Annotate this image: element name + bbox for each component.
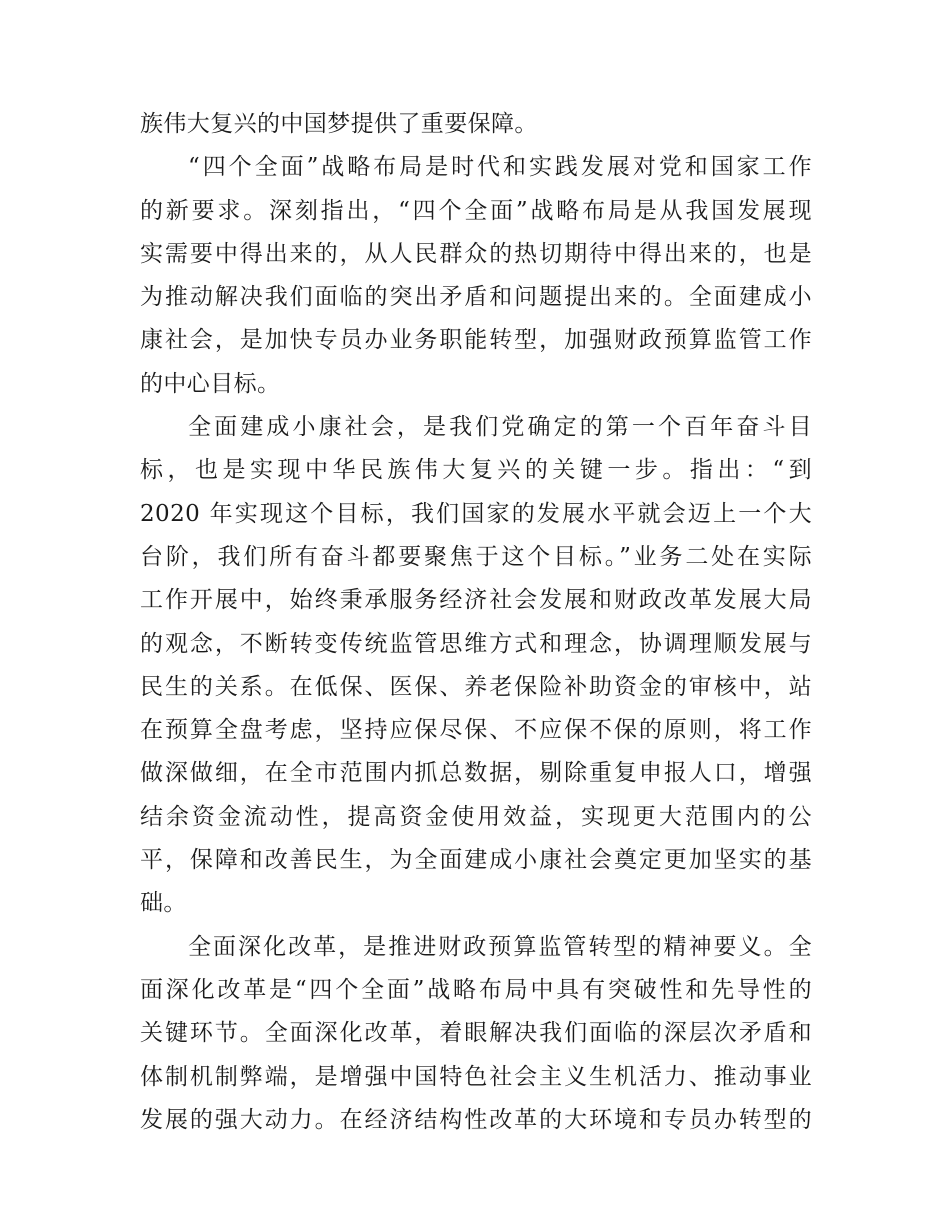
text-line: 康社会，是加快专员办业务职能转型，加强财政预算监管工作: [140, 327, 812, 354]
text-line: 体制机制弊端，是增强中国特色社会主义生机活力、推动事业: [140, 1063, 812, 1090]
text-line: 做深做细，在全市范围内抓总数据，剔除重复申报人口，增强: [140, 760, 812, 787]
text-line: 关键环节。全面深化改革，着眼解决我们面临的深层次矛盾和: [140, 1020, 812, 1047]
text-line: 为推动解决我们面临的突出矛盾和问题提出来的。全面建成小: [140, 284, 812, 311]
text-line: 的中心目标。: [140, 370, 281, 397]
text-line: 发展的强大动力。在经济结构性改革的大环境和专员办转型的: [140, 1106, 812, 1133]
text-line: 在预算全盘考虑，坚持应保尽保、不应保不保的原则，将工作: [140, 717, 812, 744]
text-line: 2020 年实现这个目标，我们国家的发展水平就会迈上一个大: [140, 500, 812, 527]
text-line: 平，保障和改善民生，为全面建成小康社会奠定更加坚实的基: [140, 847, 812, 874]
text-line: 结余资金流动性，提高资金使用效益，实现更大范围内的公: [140, 803, 812, 830]
text-line: 民生的关系。在低保、医保、养老保险补助资金的审核中，站: [140, 673, 812, 700]
document-body: [140, 103, 812, 1142]
text-line: 全面深化改革，是推进财政预算监管转型的精神要义。全: [188, 933, 812, 960]
text-line: 实需要中得出来的，从人民群众的热切期待中得出来的，也是: [140, 240, 812, 267]
text-line: 的新要求。深刻指出，“四个全面”战略布局是从我国发展现: [140, 197, 812, 224]
text-line: 标，也是实现中华民族伟大复兴的关键一步。指出：“到: [140, 457, 812, 484]
text-line: 工作开展中，始终秉承服务经济社会发展和财政改革发展大局: [140, 587, 812, 614]
text-line: “四个全面”战略布局是时代和实践发展对党和国家工作: [188, 154, 812, 181]
text-line: 的观念，不断转变传统监管思维方式和理念，协调理顺发展与: [140, 630, 812, 657]
text-line: 础。: [140, 890, 187, 917]
text-line: 面深化改革是“四个全面”战略布局中具有突破性和先导性的: [140, 976, 812, 1003]
text-line: 台阶，我们所有奋斗都要聚焦于这个目标。”业务二处在实际: [140, 543, 812, 570]
text-line: 全面建成小康社会，是我们党确定的第一个百年奋斗目: [188, 414, 812, 441]
text-line: 族伟大复兴的中国梦提供了重要保障。: [140, 111, 538, 137]
